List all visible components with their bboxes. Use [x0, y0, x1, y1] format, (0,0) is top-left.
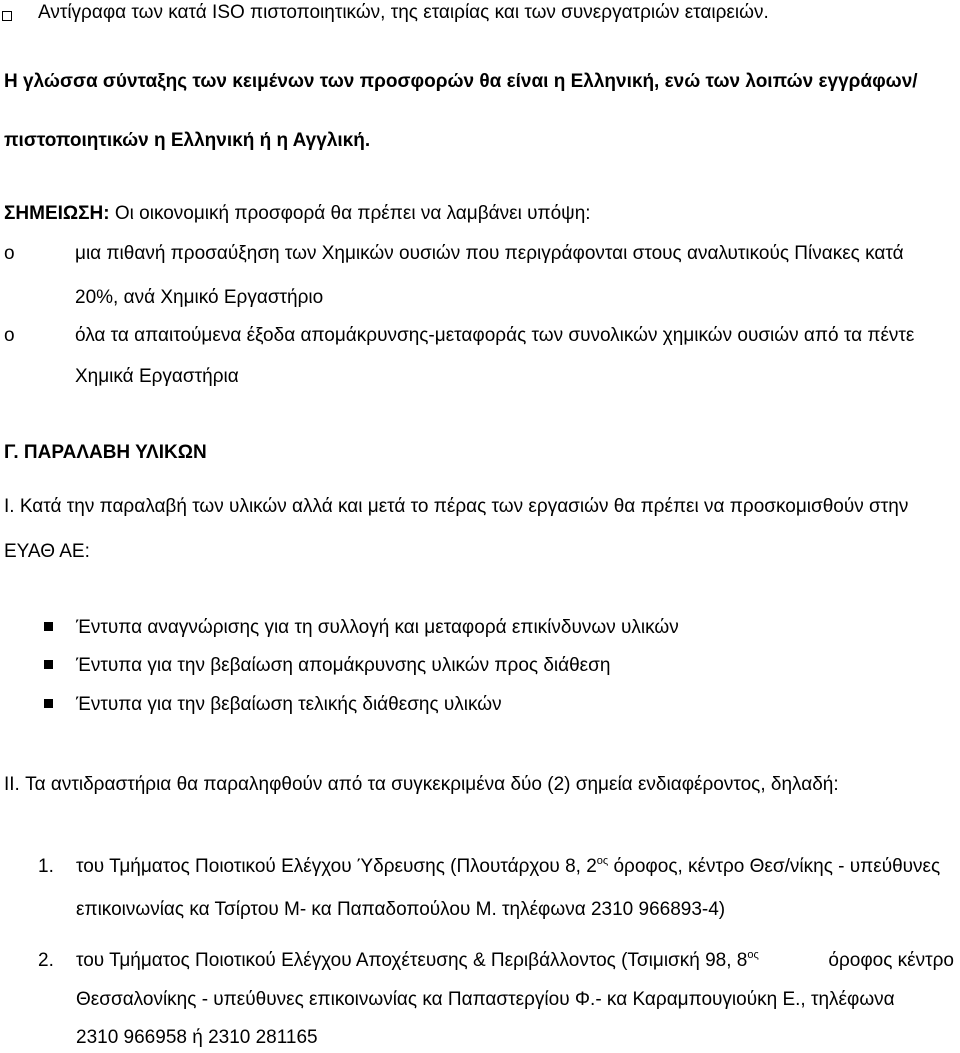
part2-text: II. Τα αντιδραστήρια θα παραληφθούν από τα συγκεκριμένα δύο (2) σημεία ενδιαφέροντος, δηλαδή:: [4, 774, 839, 795]
point-2-line-1: [76, 950, 954, 972]
point-2-number: 2.: [38, 950, 54, 971]
part1-item-3: Έντυπα για την βεβαίωση τελικής διάθεσης υλικών: [76, 694, 502, 715]
part1-line-2: ΕΥΑΘ ΑΕ:: [4, 541, 90, 562]
point-1-sup: ος: [596, 855, 609, 867]
note-item-1-line-2: 20%, ανά Χημικό Εργαστήριο: [75, 287, 324, 308]
point-2-line-3: 2310 966958 ή 2310 281165: [76, 1027, 318, 1048]
point-1-number: 1.: [38, 856, 54, 877]
top-item-text: Αντίγραφα των κατά ISO πιστοποιητικών, της εταιρίας και των συνεργατριών εταιρειών.: [38, 2, 769, 23]
note-label: ΣΗΜΕΙΩΣΗ:: [4, 203, 110, 224]
point-1-line-2: επικοινωνίας κα Τσίρτου Μ- κα Παπαδοπούλου Μ. τηλέφωνα 2310 966893-4): [76, 899, 726, 920]
note-text: Οι οικονομική προσφορά θα πρέπει να λαμβάνει υπόψη:: [114, 203, 591, 224]
language-line-2: πιστοποιητικών η Ελληνική ή η Αγγλική.: [4, 130, 371, 151]
point-1-text-b: όροφος, κέντρο Θεσ/νίκης - υπεύθυνες: [613, 856, 941, 877]
point-2-sup: ος: [747, 949, 759, 961]
language-line-1: Η γλώσσα σύνταξης των κειμένων των προσφορών θα είναι η Ελληνική, ενώ των λοιπών εγγράφων/: [4, 71, 918, 92]
section-title: Γ. ΠΑΡΑΛΑΒΗ ΥΛΙΚΩΝ: [4, 442, 207, 463]
square-bullet-icon: [44, 699, 53, 708]
point-2-text-a: του Τμήματος Ποιοτικού Ελέγχου Αποχέτευσης & Περιβάλλοντος (Τσιμισκή 98, 8: [76, 950, 748, 971]
point-2-line-2: Θεσσαλονίκης - υπεύθυνες επικοινωνίας κα Παπαστεργίου Φ.- κα Καραμπουγιούκη Ε., τηλέφωνα: [76, 989, 895, 1010]
top-list-item: [0, 2, 960, 28]
part1-item-2: Έντυπα για την βεβαίωση απομάκρυνσης υλικών προς διάθεση: [76, 655, 611, 676]
point-1-text-a: του Τμήματος Ποιοτικού Ελέγχου Ύδρευσης (Πλουτάρχου 8, 2: [76, 856, 597, 877]
note-item-2-line-1: όλα τα απαιτούμενα έξοδα απομάκρυνσης-μεταφοράς των συνολικών χημικών ουσιών από τα πέντε: [75, 325, 915, 346]
note-bullet-1: o: [4, 243, 15, 264]
square-bullet-icon: [44, 660, 53, 669]
note-item-1-line-1: μια πιθανή προσαύξηση των Χημικών ουσιών που περιγράφονται στους αναλυτικούς Πίνακες κατά: [75, 243, 904, 264]
point-2-text-b: όροφος κέντρο: [828, 950, 954, 971]
part1-item-1: Έντυπα αναγνώρισης για τη συλλογή και μεταφορά επικίνδυνων υλικών: [76, 617, 679, 638]
note-item-2-line-2: Χημικά Εργαστήρια: [75, 366, 239, 387]
checkbox-bullet-icon: [2, 11, 12, 21]
part1-line-1: I. Κατά την παραλαβή των υλικών αλλά και μετά το πέρας των εργασιών θα πρέπει να προσκομισθούν στην: [4, 496, 909, 517]
note-line: [4, 203, 591, 225]
note-bullet-2: o: [4, 325, 15, 346]
point-1-line-1: [76, 856, 940, 878]
square-bullet-icon: [44, 622, 53, 631]
